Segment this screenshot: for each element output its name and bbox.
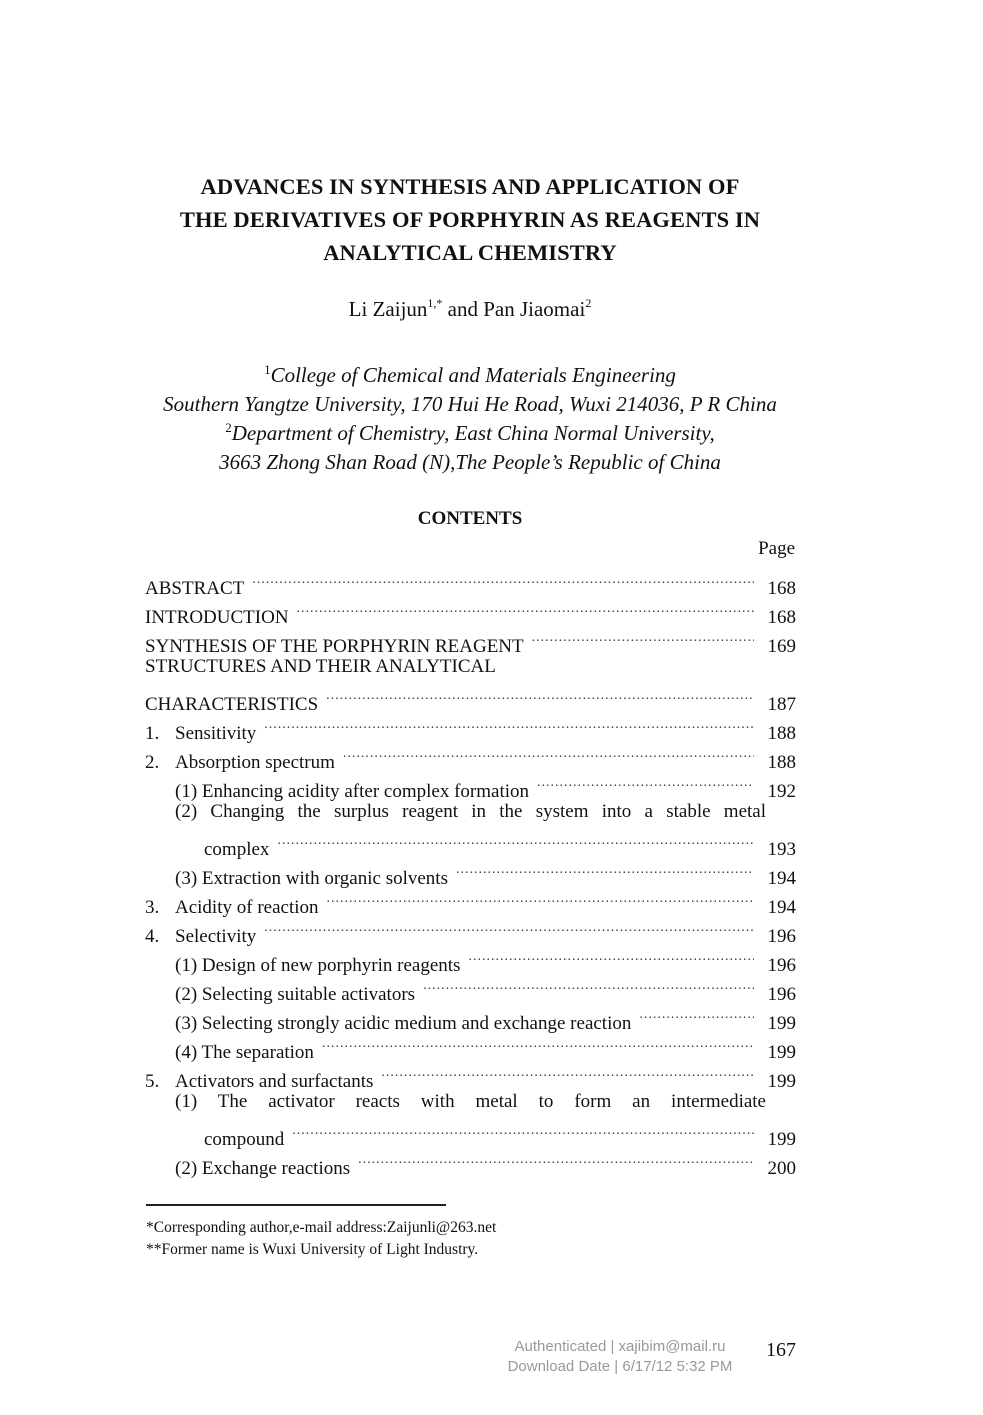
toc-entry-acidity-of-reaction: 3. Acidity of reaction ..... 194	[145, 884, 796, 913]
page-number: 167	[766, 1339, 796, 1361]
author-2-affiliation-mark: 2	[585, 296, 592, 310]
author-conjunction: and	[442, 297, 484, 321]
paper-title	[120, 170, 820, 269]
toc-entry-enhancing-acidity: (1) Enhancing acidity after complex formation ..... 192	[145, 768, 796, 797]
download-watermark	[470, 1337, 770, 1377]
footnote-corresponding-author: *Corresponding author,e-mail address:Zaijunli@263.net	[146, 1219, 497, 1236]
toc-entry-extraction: (3) Extraction with organic solvents ..... 194	[145, 855, 796, 884]
affiliation-2-line-1: Department of Chemistry, East China Normal University,	[231, 421, 715, 445]
toc-entry-abstract: ABSTRACT ..... 168	[145, 565, 796, 594]
footnote-former-name: **Former name is Wuxi University of Light Industry.	[146, 1241, 479, 1258]
toc-entry-design-new-reagents: (1) Design of new porphyrin reagents ..... 196	[145, 942, 796, 971]
author-2: Pan Jiaomai	[483, 297, 586, 321]
title-line-3: ANALYTICAL CHEMISTRY	[323, 240, 617, 265]
watermark-authenticated: Authenticated | xajibim@mail.ru	[514, 1338, 726, 1355]
toc-entry-changing-surplus-line-2: complex ..... 193	[145, 826, 796, 855]
toc-entry-structures-line-1: STRUCTURES AND THEIR ANALYTICAL	[145, 656, 496, 677]
footnote-divider	[146, 1204, 446, 1206]
toc-entry-selecting-activators: (2) Selecting suitable activators ..... 196	[145, 971, 796, 1000]
affiliation-2-line-2: 3663 Zhong Shan Road (N),The People’s Republic of China	[219, 450, 721, 474]
affiliation-2-mark: 2	[225, 420, 232, 435]
author-1-affiliation-mark: 1,*	[427, 296, 443, 310]
toc-entry-exchange-reactions: (2) Exchange reactions ..... 200	[145, 1145, 796, 1174]
toc-entry-selectivity: 4. Selectivity ..... 196	[145, 913, 796, 942]
authors	[120, 296, 820, 322]
table-of-contents	[145, 565, 796, 1179]
affiliation-1-mark: 1	[264, 362, 271, 377]
toc-entry-activators-surfactants: 5. Activators and surfactants ..... 199	[145, 1058, 796, 1087]
toc-entry-synthesis: SYNTHESIS OF THE PORPHYRIN REAGENT ..... 169	[145, 623, 796, 652]
contents-heading: CONTENTS	[417, 508, 523, 529]
affiliation-1-line-2: Southern Yangtze University, 170 Hui He Road, Wuxi 214036, P R China	[163, 392, 777, 416]
toc-entry-separation: (4) The separation ..... 199	[145, 1029, 796, 1058]
title-line-1: ADVANCES IN SYNTHESIS AND APPLICATION OF	[200, 174, 740, 199]
toc-entry-activator-reacts-line-1: (1) The activator reacts with metal to form an intermediate	[175, 1091, 766, 1112]
toc-entry-structures-line-2: CHARACTERISTICS ..... 187	[145, 681, 796, 710]
toc-entry-changing-surplus-line-1: (2) Changing the surplus reagent in the system into a stable metal	[175, 801, 766, 822]
title-line-2: THE DERIVATIVES OF PORPHYRIN AS REAGENTS IN	[179, 207, 761, 232]
toc-entry-sensitivity: 1. Sensitivity ..... 188	[145, 710, 796, 739]
toc-entry-acidic-medium: (3) Selecting strongly acidic medium and exchange reaction ..... 199	[145, 1000, 796, 1029]
author-1: Li Zaijun	[348, 297, 428, 321]
footnotes	[146, 1217, 496, 1261]
watermark-download-date: Download Date | 6/17/12 5:32 PM	[507, 1358, 733, 1375]
affiliations	[100, 361, 840, 477]
toc-entry-activator-reacts-line-2: compound ..... 199	[145, 1116, 796, 1145]
affiliation-1-line-1: College of Chemical and Materials Engineering	[270, 363, 676, 387]
toc-entry-introduction: INTRODUCTION ..... 168	[145, 594, 796, 623]
toc-entry-absorption-spectrum: 2. Absorption spectrum ..... 188	[145, 739, 796, 768]
page-column-label: Page	[758, 538, 795, 559]
